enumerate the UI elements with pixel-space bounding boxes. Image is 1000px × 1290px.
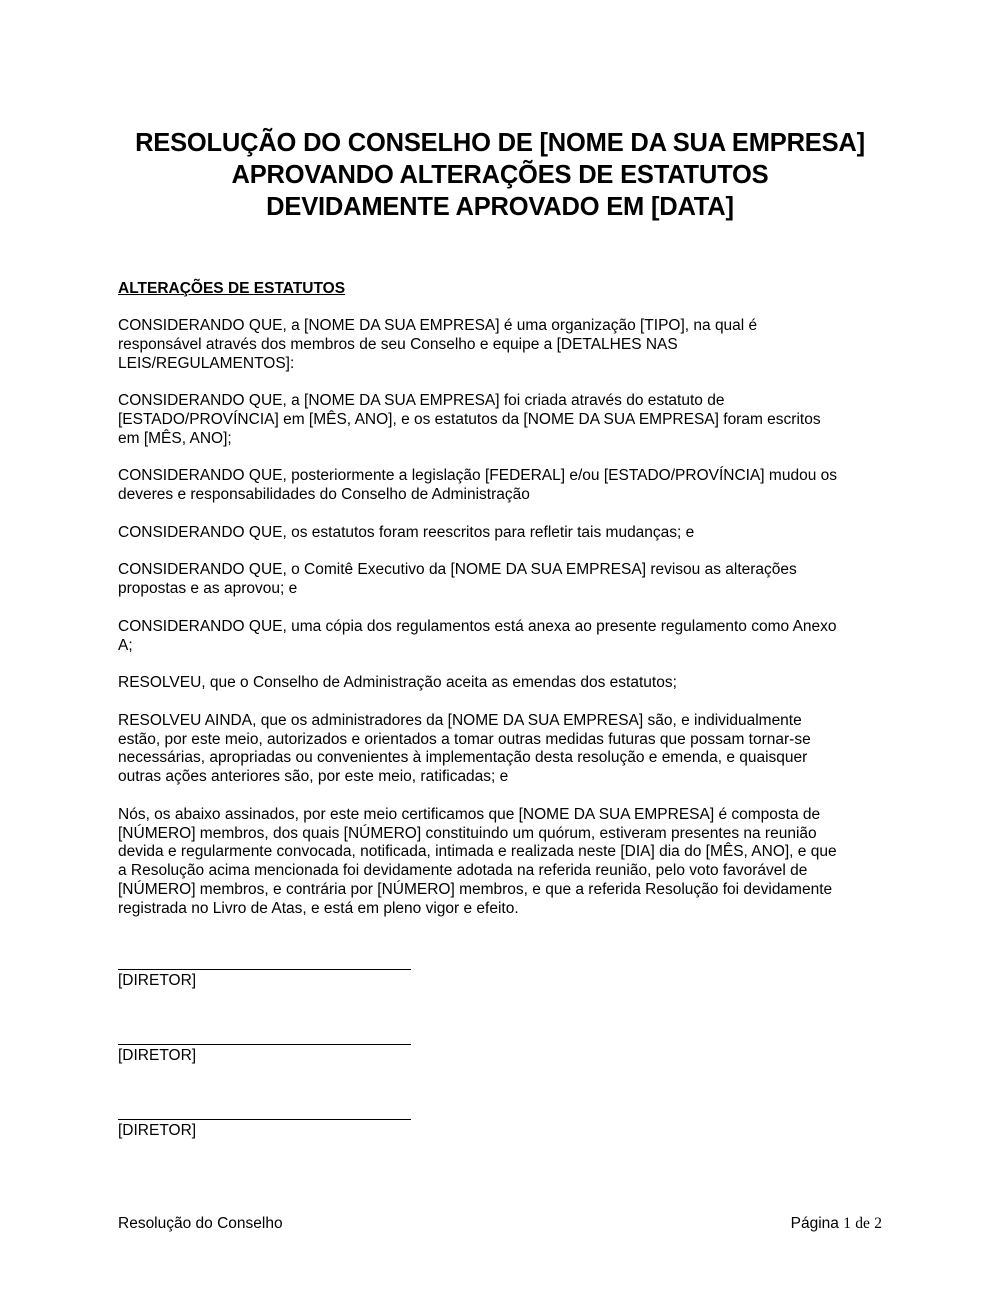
- text-line: responsável através dos membros de seu Conselho e equipe a [DETALHES NAS: [118, 335, 678, 353]
- text-line: RESOLVEU, que o Conselho de Administração aceita as emendas dos estatutos;: [118, 674, 677, 692]
- text-line: CONSIDERANDO QUE, a [NOME DA SUA EMPRESA] foi criada através do estatuto de: [118, 392, 725, 410]
- signature-line: [118, 969, 411, 970]
- paragraph-5: [118, 561, 888, 599]
- signatory-label: [DIRETOR]: [118, 1047, 197, 1064]
- text-line: Nós, os abaixo assinados, por este meio certificamos que [NOME DA SUA EMPRESA] é composta de: [118, 805, 821, 823]
- text-line: A;: [118, 636, 133, 654]
- text-line: CONSIDERANDO QUE, o Comitê Executivo da [NOME DA SUA EMPRESA] revisou as alterações: [118, 561, 797, 579]
- signature-block-1: [118, 969, 411, 990]
- paragraph-7: [118, 674, 888, 693]
- signature-line: [118, 1044, 411, 1045]
- text-line: CONSIDERANDO QUE, os estatutos foram reescritos para refletir tais mudanças; e: [118, 523, 695, 541]
- paragraph-3: [118, 467, 888, 505]
- text-line: CONSIDERANDO QUE, a [NOME DA SUA EMPRESA] é uma organização [TIPO], na qual é: [118, 317, 758, 334]
- signatory-label: [DIRETOR]: [118, 1122, 197, 1139]
- text-line: CONSIDERANDO QUE, uma cópia dos regulamentos está anexa ao presente regulamento como Anexo: [118, 617, 837, 635]
- title-line-1: RESOLUÇÃO DO CONSELHO DE [NOME DA SUA EMPRESA]: [135, 129, 865, 157]
- text-line: em [MÊS, ANO];: [118, 429, 232, 447]
- signatory-label: [DIRETOR]: [118, 972, 197, 989]
- paragraph-9: [118, 806, 888, 919]
- title-line-3: DEVIDAMENTE APROVADO EM [DATA]: [266, 193, 734, 221]
- text-line: propostas e as aprovou; e: [118, 580, 298, 598]
- text-line: deveres e responsabilidades do Conselho de Administração: [118, 486, 530, 504]
- page-number: 1: [843, 1215, 851, 1232]
- text-line: estão, por este meio, autorizados e orientados a tomar outras medidas futuras que possam tornar-se: [118, 730, 811, 748]
- document-body: [118, 317, 888, 937]
- text-line: outras ações anteriores são, por este meio, ratificadas; e: [118, 768, 509, 786]
- text-line: [NÚMERO] membros, e contrária por [NÚMERO] membros, e que a referida Resolução foi devidamente: [118, 880, 833, 898]
- document-title: [0, 127, 1000, 223]
- page-word: Página: [790, 1215, 839, 1232]
- paragraph-8: [118, 712, 888, 787]
- text-line: necessárias, apropriadas ou convenientes à implementação desta resolução e emenda, e quaisquer: [118, 749, 808, 767]
- signature-block-3: [118, 1119, 411, 1140]
- text-line: RESOLVEU AINDA, que os administradores da [NOME DA SUA EMPRESA] são, e individualmente: [118, 711, 802, 729]
- title-line-2: APROVANDO ALTERAÇÕES DE ESTATUTOS: [231, 161, 769, 189]
- paragraph-4: [118, 524, 888, 543]
- paragraph-6: [118, 618, 888, 656]
- signature-line: [118, 1119, 411, 1120]
- text-line: devida e regularmente convocada, notificada, intimada e realizada neste [DIA] dia do [MÊS, ANO], e que: [118, 843, 837, 861]
- footer-document-name: Resolução do Conselho: [118, 1215, 283, 1232]
- text-line: registrada no Livro de Atas, e está em pleno vigor e efeito.: [118, 899, 519, 917]
- paragraph-2: [118, 392, 888, 448]
- text-line: LEIS/REGULAMENTOS]:: [118, 354, 295, 372]
- section-heading: ALTERAÇÕES DE ESTATUTOS: [118, 280, 346, 297]
- page-indicator: [791, 1215, 882, 1233]
- signature-block-2: [118, 1044, 411, 1065]
- of-word: de: [855, 1215, 870, 1232]
- paragraph-1: [118, 317, 888, 373]
- text-line: CONSIDERANDO QUE, posteriormente a legislação [FEDERAL] e/ou [ESTADO/PROVÍNCIA] mudou os: [118, 467, 837, 485]
- text-line: [ESTADO/PROVÍNCIA] em [MÊS, ANO], e os estatutos da [NOME DA SUA EMPRESA] foram escritos: [118, 410, 821, 428]
- page-total: 2: [874, 1215, 882, 1232]
- text-line: [NÚMERO] membros, dos quais [NÚMERO] constituindo um quórum, estiveram presentes na reunião: [118, 824, 817, 842]
- text-line: a Resolução acima mencionada foi devidamente adotada na referida reunião, pelo voto favorável de: [118, 862, 808, 880]
